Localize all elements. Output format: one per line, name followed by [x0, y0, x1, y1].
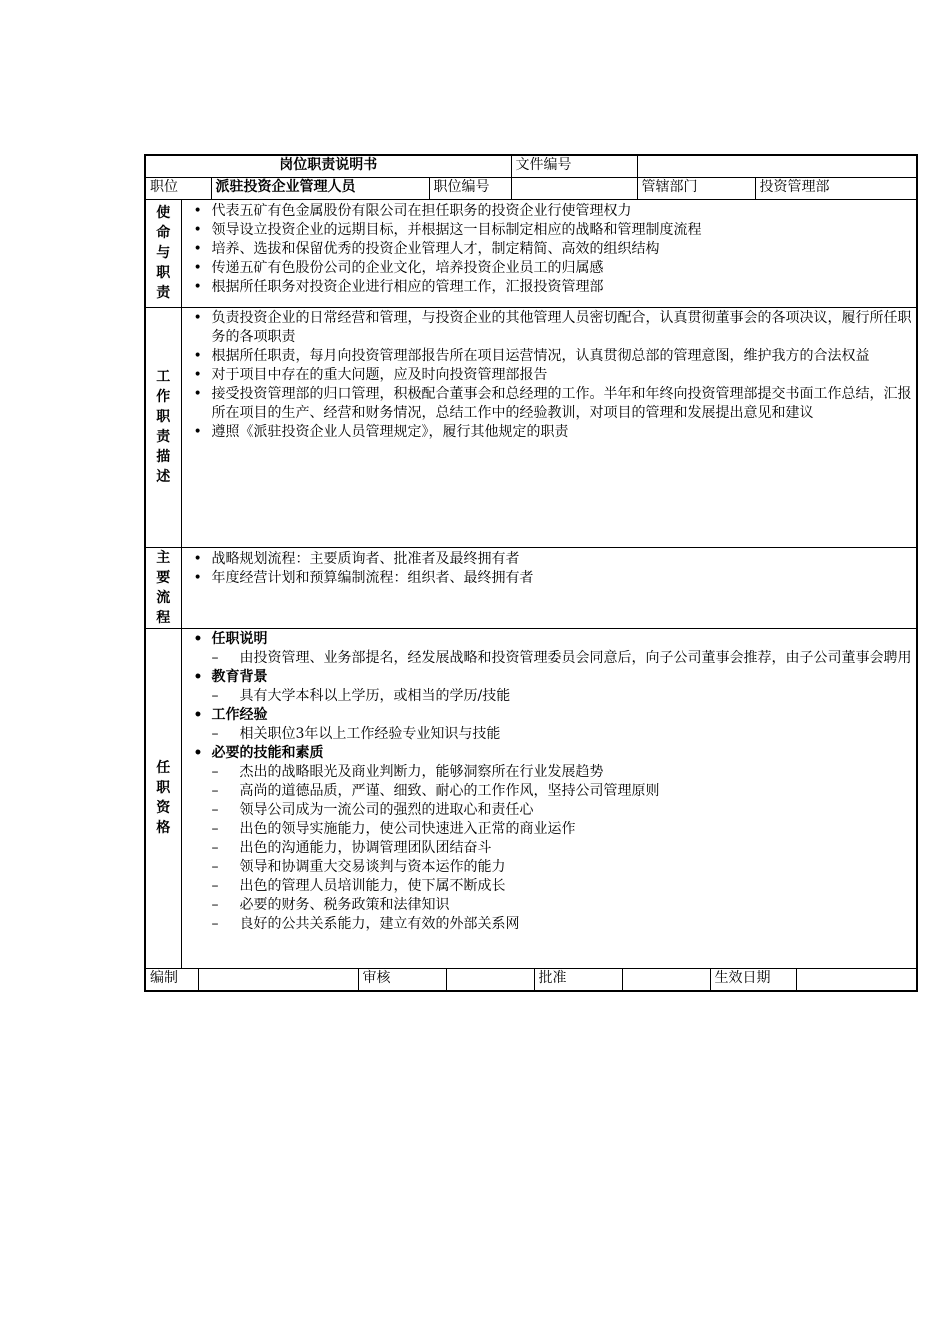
list-item: – 出色的沟通能力，协调管理团队团结奋斗: [186, 839, 913, 858]
list-item: • 遵照《派驻投资企业人员管理规定》，履行其他规定的职责: [186, 423, 913, 442]
signoff-row: [145, 968, 917, 991]
list-item: – 具有大学本科以上学历，或相当的学历/技能: [186, 687, 913, 706]
dept-label: 管辖部门: [637, 177, 755, 199]
list-item: – 杰出的战略眼光及商业判断力，能够洞察所在行业发展趋势: [186, 763, 913, 782]
list-item: • 领导设立投资企业的远期目标，并根据这一目标制定相应的战略和管理制度流程: [186, 221, 913, 240]
approve-label: 批准: [534, 969, 622, 990]
list-item: • 负责投资企业的日常经营和管理，与投资企业的其他管理人员密切配合，认真贯彻董事会的各项决议，履行所任职务的各项职责: [186, 309, 913, 347]
process-content: [181, 547, 917, 628]
compile-value[interactable]: [198, 969, 358, 990]
list-item: – 领导和协调重大交易谈判与资本运作的能力: [186, 858, 913, 877]
approve-value[interactable]: [622, 969, 710, 990]
review-label: 审核: [358, 969, 446, 990]
list-item: – 出色的领导实施能力，使公司快速进入正常的商业运作: [186, 820, 913, 839]
list-item: – 由投资管理、业务部提名，经发展战略和投资管理委员会同意后，向子公司董事会推荐，由子公司董事会聘用: [186, 649, 913, 668]
list-item: • 根据所任职责，每月向投资管理部报告所在项目运营情况，认真贯彻总部的管理意图，维护我方的合法权益: [186, 347, 913, 366]
list-item: – 必要的财务、税务政策和法律知识: [186, 896, 913, 915]
qualification-list: [186, 630, 913, 934]
doc-no-label: 文件编号: [511, 155, 637, 177]
list-item: • 战略规划流程：主要质询者、批准者及最终拥有者: [186, 550, 913, 569]
mission-content: [181, 199, 917, 307]
list-item: • 接受投资管理部的归口管理，积极配合董事会和总经理的工作。半年和年终向投资管理部提交书面工作总结，汇报所在项目的生产、经营和财务情况，总结工作中的经验教训，对项目的管理和发展提出意见和建议: [186, 385, 913, 423]
duties-content: [181, 307, 917, 547]
position-label: 职位: [145, 177, 211, 199]
effective-date-label: 生效日期: [710, 969, 796, 990]
mission-list: [186, 202, 913, 297]
section-heading: • 工作经验: [186, 706, 913, 725]
process-list: [186, 550, 913, 588]
list-item: • 年度经营计划和预算编制流程：组织者、最终拥有者: [186, 569, 913, 588]
compile-label: 编制: [146, 969, 198, 990]
list-item: • 根据所任职务对投资企业进行相应的管理工作，汇报投资管理部: [186, 278, 913, 297]
dept-value: 投资管理部: [755, 177, 917, 199]
job-description-document: [144, 154, 916, 992]
section-heading: • 教育背景: [186, 668, 913, 687]
list-item: – 相关职位3年以上工作经验专业知识与技能: [186, 725, 913, 744]
job-description-table: [144, 154, 918, 992]
qualification-label: 任 职 资 格: [145, 628, 181, 968]
list-item: – 出色的管理人员培训能力，使下属不断成长: [186, 877, 913, 896]
section-heading: • 任职说明: [186, 630, 913, 649]
doc-no-value: [637, 155, 917, 177]
list-item: • 传递五矿有色股份公司的企业文化，培养投资企业员工的归属感: [186, 259, 913, 278]
document-title: 岗位职责说明书: [145, 155, 511, 177]
duties-list: [186, 309, 913, 442]
list-item: • 对于项目中存在的重大问题，应及时向投资管理部报告: [186, 366, 913, 385]
list-item: • 代表五矿有色金属股份有限公司在担任职务的投资企业行使管理权力: [186, 202, 913, 221]
list-item: • 培养、选拔和保留优秀的投资企业管理人才，制定精简、高效的组织结构: [186, 240, 913, 259]
position-no-label: 职位编号: [429, 177, 511, 199]
effective-date-value[interactable]: [796, 969, 916, 990]
list-item: – 高尚的道德品质，严谨、细致、耐心的工作作风，坚持公司管理原则: [186, 782, 913, 801]
list-item: – 良好的公共关系能力，建立有效的外部关系网: [186, 915, 913, 934]
position-value: 派驻投资企业管理人员: [211, 177, 429, 199]
review-value[interactable]: [446, 969, 534, 990]
list-item: – 领导公司成为一流公司的强烈的进取心和责任心: [186, 801, 913, 820]
section-heading: • 必要的技能和素质: [186, 744, 913, 763]
duties-label: 工 作 职 责 描 述: [145, 307, 181, 547]
position-no-value: [511, 177, 637, 199]
process-label: 主 要 流 程: [145, 547, 181, 628]
qualification-content: [181, 628, 917, 968]
signoff-table: [146, 969, 916, 990]
mission-label: 使 命 与 职 责: [145, 199, 181, 307]
